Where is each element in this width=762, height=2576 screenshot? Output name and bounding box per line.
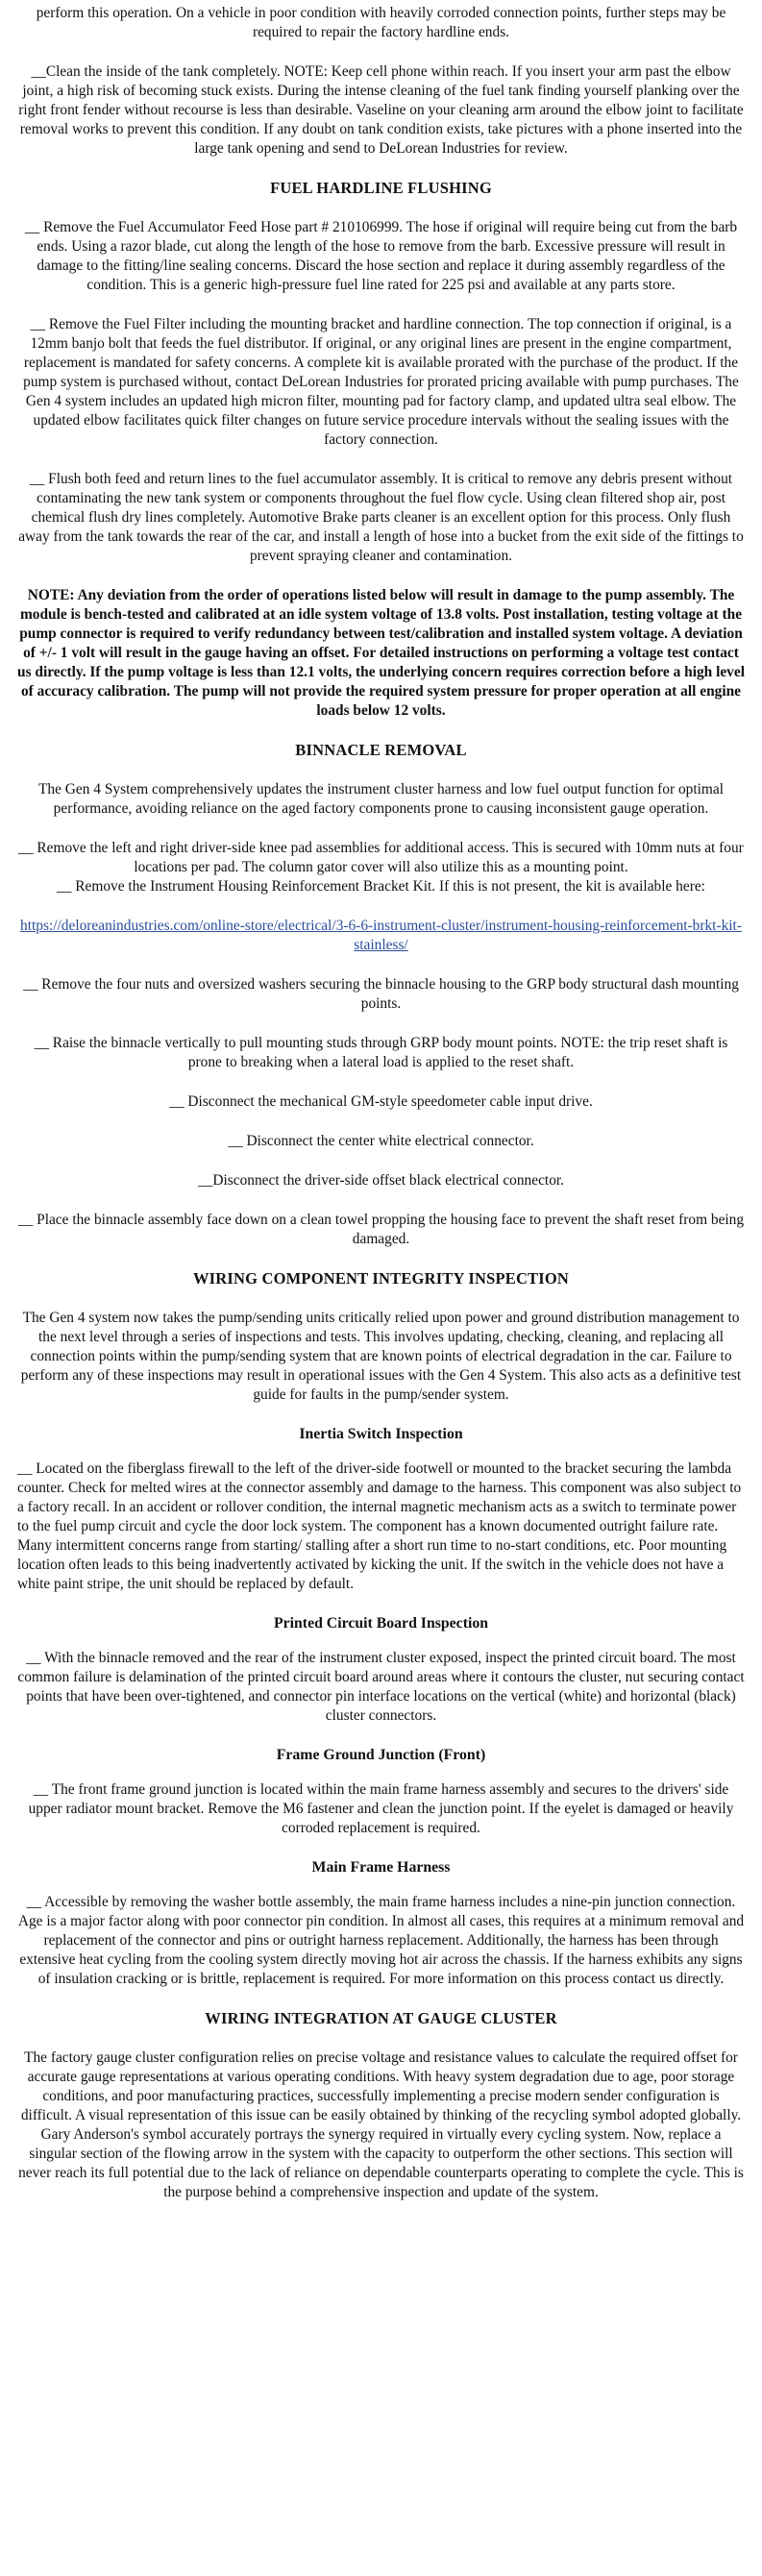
fuel-hardline-step-3: __ Flush both feed and return lines to the fuel accumulator assembly. It is critical to remove any debris present without contaminating the new tank system or components throughout the fuel flow cycle. Using clean filtered shop air, post chemical flush dry lines completely. Automotive Brake parts cleaner is an excellent option for this process. Only flush away from the tank towards the rear of the car, and install a length of hose into a bucket from the exit side of the fittings to prevent spraying cleaner and contamination. xyxy=(18,471,744,564)
binnacle-step-knee-pads: __ Remove the left and right driver-side knee pad assemblies for additional access. This is secured with 10mm nuts at four locations per pad. The column gator cover will also utilize this as a mounting point. xyxy=(18,840,744,875)
inertia-switch-heading: Inertia Switch Inspection xyxy=(299,1426,463,1442)
binnacle-step-bracket-kit: __ Remove the Instrument Housing Reinforcement Bracket Kit. If this is not present, the kit is available here: xyxy=(57,878,705,895)
wiring-inspection-intro: The Gen 4 system now takes the pump/sending units critically relied upon power and ground distribution management to the next level through a series of inspections and tests. This involves updating, checking, cleaning, and replacing all connection points within the pump/sending system that are known points of electrical degradation in the car. Failure to perform any of these inspections may result in operational issues with the Gen 4 System. This also acts as a definitive test guide for faults in the pump/sender system. xyxy=(20,1310,742,1403)
main-frame-harness-heading: Main Frame Harness xyxy=(311,1859,451,1876)
main-frame-harness-paragraph: __ Accessible by removing the washer bottle assembly, the main frame harness includes a nine-pin junction connection. Age is a major factor along with poor connector pin condition. In almost all cases, this requires at a minimum removal and replacement of the connector and pins or outright harness replacement. Additionally, the harness has been through extensive heat cycling from the cooling system directly moving hot air across the chassis. If the harness exhibits any signs of insulation cracking or is brittle, replacement is required. For more information on this process contact us directly. xyxy=(17,1894,745,1987)
voltage-note: NOTE: Any deviation from the order of operations listed below will result in damage to the pump assembly. The module is bench-tested and calibrated at an idle system voltage of 13.8 volts. Post installation, testing voltage at the pump connector is required to verify redundancy between test/calibration and installed system voltage. A deviation of +/- 1 volt will result in the gauge having an offset. For detailed instructions on performing a voltage test contact us directly. If the pump voltage is less than 12.1 volts, the underlying concern requires correction before a high level of accuracy calibration. The pump will not provide the required system pressure for proper operation at all engine loads below 12 volts. xyxy=(17,587,745,719)
intro-paragraph-1: perform this operation. On a vehicle in poor condition with heavily corroded connection points, further steps may be required to repair the factory hardline ends. xyxy=(36,5,726,40)
fuel-hardline-heading: FUEL HARDLINE FLUSHING xyxy=(270,179,492,197)
frame-ground-paragraph: __ The front frame ground junction is located within the main frame harness assembly and secures to the drivers' side upper radiator mount bracket. Remove the M6 fastener and clean the junction point. If the eyelet is damaged or heavily corroded replacement is required. xyxy=(28,1781,734,1836)
binnacle-step-raise: __ Raise the binnacle vertically to pull mounting studs through GRP body mount points. NOTE: the trip reset shaft is prone to breaking when a lateral load is applied to the reset shaft. xyxy=(34,1035,728,1070)
bracket-kit-link-paragraph xyxy=(17,917,745,955)
binnacle-heading: BINNACLE REMOVAL xyxy=(295,741,467,759)
wiring-inspection-heading: WIRING COMPONENT INTEGRITY INSPECTION xyxy=(192,1269,570,1288)
binnacle-intro: The Gen 4 System comprehensively updates the instrument cluster harness and low fuel output function for optimal performance, avoiding reliance on the aged factory components prone to causing inconsistent gauge operation. xyxy=(38,781,724,817)
pcb-heading: Printed Circuit Board Inspection xyxy=(273,1615,489,1631)
binnacle-step-nuts: __ Remove the four nuts and oversized washers securing the binnacle housing to the GRP body structural dash mounting points. xyxy=(23,976,739,1012)
binnacle-step-white-connector: __ Disconnect the center white electrical connector. xyxy=(228,1133,534,1149)
intro-paragraph-2: __Clean the inside of the tank completely. NOTE: Keep cell phone within reach. If you insert your arm past the elbow joint, a high risk of becoming stuck exists. During the intense cleaning of the fuel tank finding yourself planking over the right front fender without recourse is less than desirable. Vaseline on your cleaning arm around the elbow joint to facilitate removal works to prevent this condition. If any doubt on tank condition exists, take pictures with a phone inserted into the large tank opening and send to DeLorean Industries for review. xyxy=(18,63,744,157)
binnacle-step-black-connector: __Disconnect the driver-side offset black electrical connector. xyxy=(197,1172,565,1189)
inertia-switch-paragraph: __ Located on the fiberglass firewall to the left of the driver-side footwell or mounted to the bracket securing the lambda counter. Check for melted wires at the connector assembly and damage to the harness. This component was also subject to a factory recall. In an accident or rollover condition, the internal magnetic mechanism acts as a switch to terminate power to the fuel pump circuit and cycle the door lock system. The component has a known documented outright failure rate. Many intermittent concerns range from starting/ stalling after a short run time to no-start conditions, etc. Poor mounting location often leads to this being inadvertently activated by kicking the unit. If the switch in the vehicle does not have a white paint stripe, the unit should be replaced by default. xyxy=(17,1460,742,1592)
frame-ground-heading: Frame Ground Junction (Front) xyxy=(276,1747,486,1763)
bracket-kit-link[interactable]: https://deloreanindustries.com/online-store/electrical/3-6-6-instrument-cluster/instrument-housing-reinforcement-brkt-kit-stainless/ xyxy=(20,918,742,953)
binnacle-step-face-down: __ Place the binnacle assembly face down on a clean towel propping the housing face to prevent the shaft reset from being damaged. xyxy=(17,1212,745,1247)
pcb-paragraph: __ With the binnacle removed and the rear of the instrument cluster exposed, inspect the printed circuit board. The most common failure is delamination of the printed circuit board around areas where it contours the cluster, nut securing contact points that have been over-tightened, and connector pin interface locations on the vertical (white) and horizontal (black) cluster connectors. xyxy=(17,1650,745,1724)
gauge-cluster-paragraph: The factory gauge cluster configuration relies on precise voltage and resistance values to calculate the required offset for accurate gauge representations at various operating conditions. With heavy system degradation due to age, poor storage conditions, and poor manufacturing practices, successfully implementing a precise modern sender configuration is difficult. A visual representation of this issue can be easily obtained by thinking of the recycling symbol adopted globally. Gary Anderson's symbol accurately portrays the synergy required in virtually every cycling system. Now, replace a singular section of the flowing arrow in the system with the capacity to outperform the other sections. This section will never reach its full potential due to the lack of reliance on dependable counterparts operating to complete the cycle. This is the purpose behind a comprehensive inspection and update of the system. xyxy=(18,2049,744,2200)
gauge-cluster-heading: WIRING INTEGRATION AT GAUGE CLUSTER xyxy=(205,2009,557,2027)
fuel-hardline-step-1: __ Remove the Fuel Accumulator Feed Hose part # 210106999. The hose if original will require being cut from the barb ends. Using a razor blade, cut along the length of the hose to remove from the barb. Excessive pressure will result in damage to the fitting/line sealing concerns. Discard the hose section and replace it during assembly regardless of the condition. This is a generic high-pressure fuel line rated for 225 psi and available at any parts store. xyxy=(24,219,738,293)
binnacle-step-speedo-cable: __ Disconnect the mechanical GM-style speedometer cable input drive. xyxy=(169,1093,593,1110)
fuel-hardline-step-2: __ Remove the Fuel Filter including the mounting bracket and hardline connection. The top connection if original, is a 12mm banjo bolt that feeds the fuel distributor. If original, or any original lines are present in the engine compartment, replacement is mandated for safety concerns. A complete kit is available prorated with the purchase of the product. If the pump system is purchased without, contact DeLorean Industries for prorated pricing available with pump purchases. The Gen 4 system includes an updated high micron filter, mounting pad for factory clamp, and updated ultra seal elbow. The updated elbow facilitates quick filter changes on future service procedure intervals without the sealing issues with the factory connection. xyxy=(23,316,739,448)
